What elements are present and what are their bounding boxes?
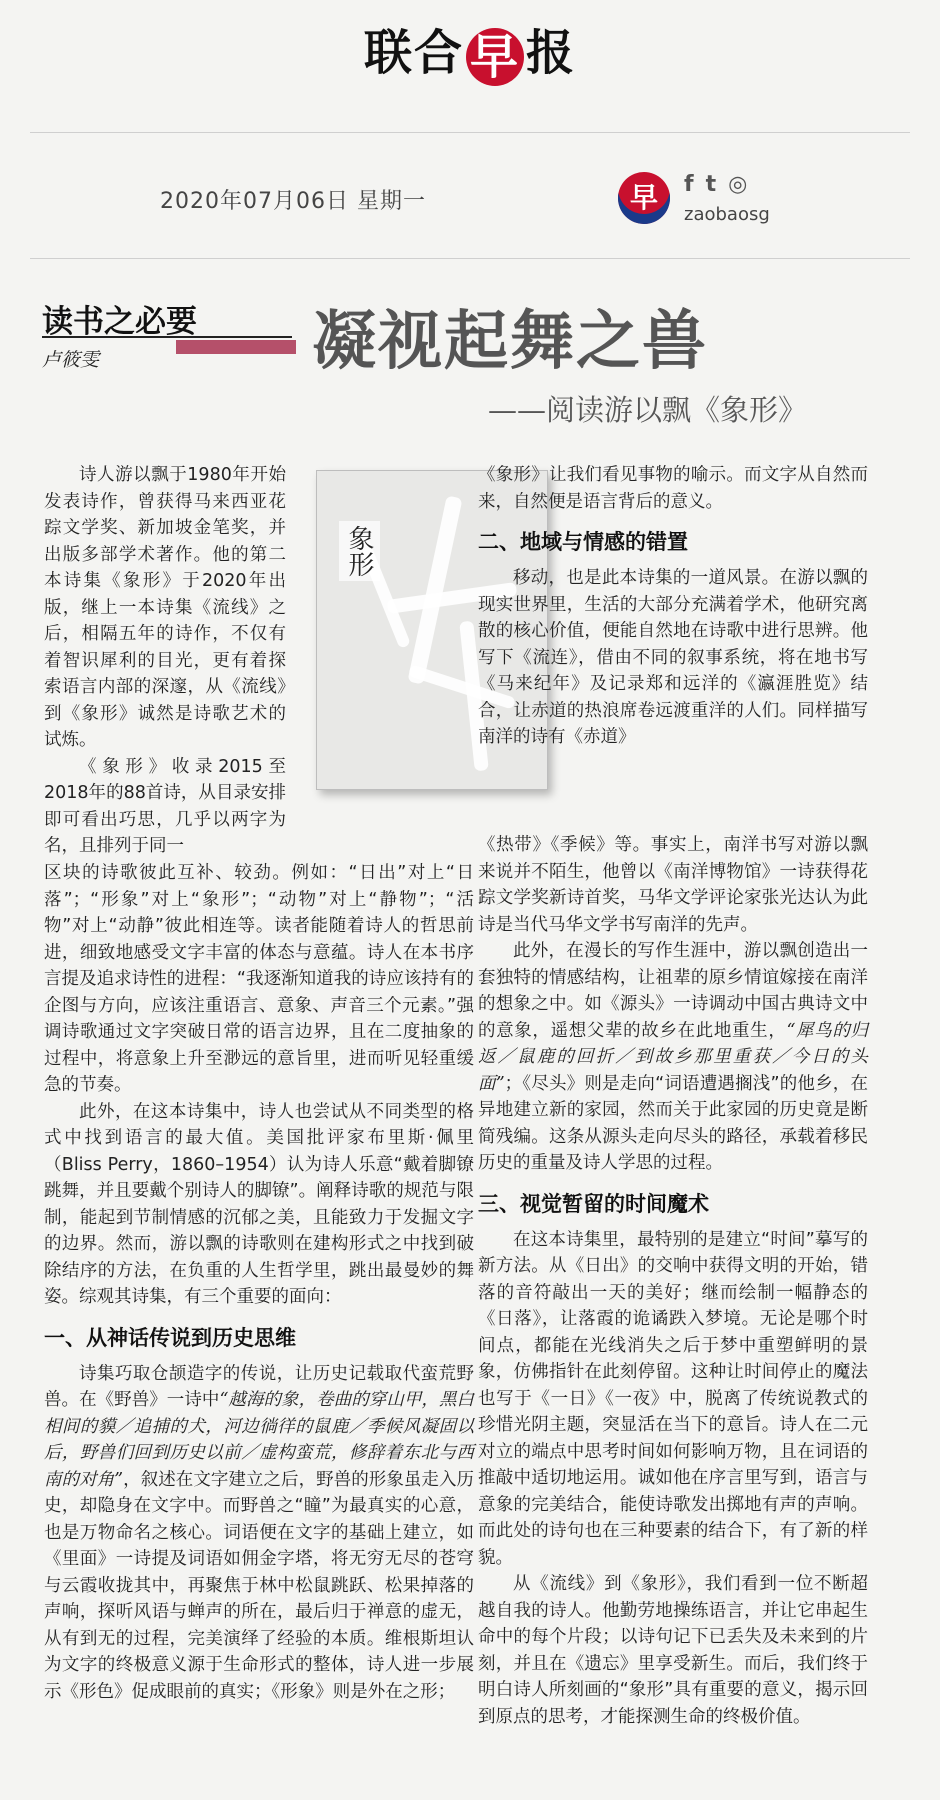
header-divider [30, 258, 910, 259]
facebook-icon[interactable]: f [684, 172, 694, 197]
section-heading: 三、视觉暂留的时间魔术 [478, 1191, 709, 1216]
paragraph: 《热带》《季候》等。事实上，南洋书写对游以飘来说并不陌生，他曾以《南洋博物馆》一诗获得花踪文学奖新诗首奖，马华文学评论家张光达认为此诗是当代马华文学书写南洋的先声。 [478, 835, 868, 935]
paragraph-text: 诗集巧取仓颉造字的传说，让历史记载取代蛮荒野兽。在《野兽》一诗中 [44, 1363, 474, 1410]
paragraph [44, 1361, 474, 1706]
article-column-left-top [44, 462, 286, 860]
newspaper-masthead [0, 14, 940, 86]
paragraph: 区块的诗歌彼此互补、较劲。例如：“日出”对上“日落”；“形象”对上“象形”；“动物”对上“静物”；“活物”对上“动静”彼此相连等。读者能随着诗人的哲思前进，细致地感受文字丰富的体态与意蕴。诗人在本书序言提及追求诗性的进程：“我逐渐知道我的诗应该持有的企图与方向，应该注重语言、意象、声音三个元素。”强调诗歌通过文字突破日常的语言边界，且在二度抽象的过程中，将意象上升至渺远的意旨里，进而听见轻重缓急的节奏。 [44, 863, 474, 1095]
paragraph: 从《流线》到《象形》，我们看到一位不断超越自我的诗人。他勤劳地操练语言，并让它串起生命中的每个片段；以诗句记下已丢失及未来到的片刻，并且在《遗忘》里享受新生。而后，我们终于明白诗人所刻画的“象形”具有重要的意义，揭示回到原点的思考，才能探测生命的终极价值。 [478, 1574, 868, 1727]
poem-quote: “越海的象，卷曲的穿山甲，黑白相间的貘／追捕的犬，河边徜徉的鼠鹿／季候风凝固以后，野兽们回到历史以前／虚构蛮荒，修辞着东北与西南的对角” [44, 1390, 474, 1490]
section-heading: 一、从神话传说到历史思维 [44, 1325, 296, 1350]
paragraph-text: ；《尽头》则是走向“词语遭遇搁浅”的他乡，在异地建立新的家园，然而关于此家园的历史竟是断简残编。这条从源头走向尽头的路径，承载着移民历史的重量及诗人学思的过程。 [478, 1073, 868, 1173]
column-underline [42, 336, 292, 338]
instagram-icon[interactable]: ◎ [728, 172, 748, 197]
paragraph: 《象形》让我们看见事物的喻示。而文字从自然而来，自然便是语言背后的意义。 [478, 465, 868, 512]
headline: 凝视起舞之兽 [312, 304, 708, 379]
paragraph: 此外，在这本诗集中，诗人也尝试从不同类型的格式中找到语言的最大值。美国批评家布里斯·佩里（Bliss Perry，1860–1954）认为诗人乐意“戴着脚镣跳舞，并且要戴个别诗人的脚镣”。阐释诗歌的规范与限制，能起到节制情感的沉郁之美，且能致力于发掘文字的边界。然而，游以飘的诗歌则在建构形式之中找到破除结序的方法，在负重的人生哲学里，跳出最曼妙的舞姿。综观其诗集，有三个重要的面向： [44, 1101, 474, 1307]
column-name: 读书之必要 [42, 304, 197, 340]
paragraph: 移动，也是此本诗集的一道风景。在游以飘的现实世界里，生活的大部分充满着学术，他研究离散的核心价值，便能自然地在诗歌中进行思辨。他写下《流连》，借由不同的叙事系统，将在地书写《马来纪年》及记录郑和远洋的《瀛涯胜览》结合，让赤道的热浪席卷远渡重洋的人们。同样描写南洋的诗有《赤道》 [478, 568, 868, 747]
poem-quote: “犀鸟的归返／鼠鹿的回折／到故乡那里重获／今日的头面” [478, 1020, 868, 1094]
book-cover-title: 象形 [339, 521, 380, 581]
paragraph [478, 938, 868, 1177]
masthead-left: 联合 [363, 25, 464, 81]
social-handle: zaobaosg [684, 204, 770, 225]
paragraph: 在这本诗集里，最特别的是建立“时间”摹写的新方法。从《日出》的交响中获得文明的开始，错落的音符敲出一天的美好；继而绘制一幅静态的《日落》，让落霞的诡谲跌入梦境。无论是哪个时间点，都能在光线消失之后于梦中重塑鲜明的景象，仿佛指针在此刻停留。这种让时间停止的魔法也写于《一日》《一夜》中，脱离了传统说教式的珍惜光阴主题，突显活在当下的意旨。诗人在二元对立的端点中思考时间如何影响万物，且在词语的推敲中适切地运用。诚如他在序言里写到，语言与意象的完美结合，能使诗歌发出掷地有声的声响。而此处的诗句也在三种要素的结合下，有了新的样貌。 [478, 1229, 868, 1568]
paragraph: 《象形》收录2015至2018年的88首诗，从目录安排即可看出巧思，几乎以两字为名，且排列于同一 [44, 756, 286, 856]
top-divider [30, 132, 910, 133]
dateline: 2020年07月06日 星期一 [160, 189, 426, 214]
paragraph-text: ，叙述在文字建立之后，野兽的形象虽走入历史，却隐身在文字中。而野兽之“瞳”为最真实的心意，也是万物命名之核心。词语便在文字的基础上建立，如《里面》一诗提及词语如佣金字塔，将无穷无尽的苍穹与云霞收拢其中，再聚焦于林中松鼠跳跃、松果掉落的声响，探听风语与蝉声的所在，最后归于禅意的虚无，从有到无的过程，完美演绎了经验的本质。维根斯坦认为文字的终极意义源于生命形式的整体，诗人进一步展示《形色》促成眼前的真实；《形象》则是外在之形； [44, 1469, 474, 1702]
section-heading: 二、地域与情感的错置 [478, 530, 688, 554]
masthead-logo-char: 早 [466, 28, 524, 86]
paragraph-text: 此外，在漫长的写作生涯中，游以飘创造出一套独特的情感结构，让祖辈的原乡情谊嫁接在南洋的想象之中。如《源头》一诗调动中国古典诗文中的意象，遥想父辈的故乡在此地重生， [478, 941, 868, 1041]
masthead-right: 报 [526, 25, 577, 81]
article-column-right-top [478, 462, 868, 751]
twitter-icon[interactable]: t [705, 172, 717, 197]
social-icons [684, 172, 747, 197]
zaobao-logo-icon: 早 [618, 172, 670, 224]
article-column-left [44, 860, 474, 1705]
author-byline: 卢筱雯 [42, 349, 100, 371]
accent-bar [176, 340, 296, 354]
paragraph: 诗人游以飘于1980年开始发表诗作，曾获得马来西亚花踪文学奖、新加坡金笔奖，并出版多部学术著作。他的第二本诗集《象形》于2020年出版，继上一本诗集《流线》之后，相隔五年的诗作，不仅有着智识犀利的目光，更有着探索语言内部的深邃，从《流线》到《象形》诚然是诗歌艺术的试炼。 [44, 465, 286, 750]
subtitle: ——阅读游以飘《象形》 [488, 393, 808, 427]
article-column-right [478, 832, 868, 1730]
